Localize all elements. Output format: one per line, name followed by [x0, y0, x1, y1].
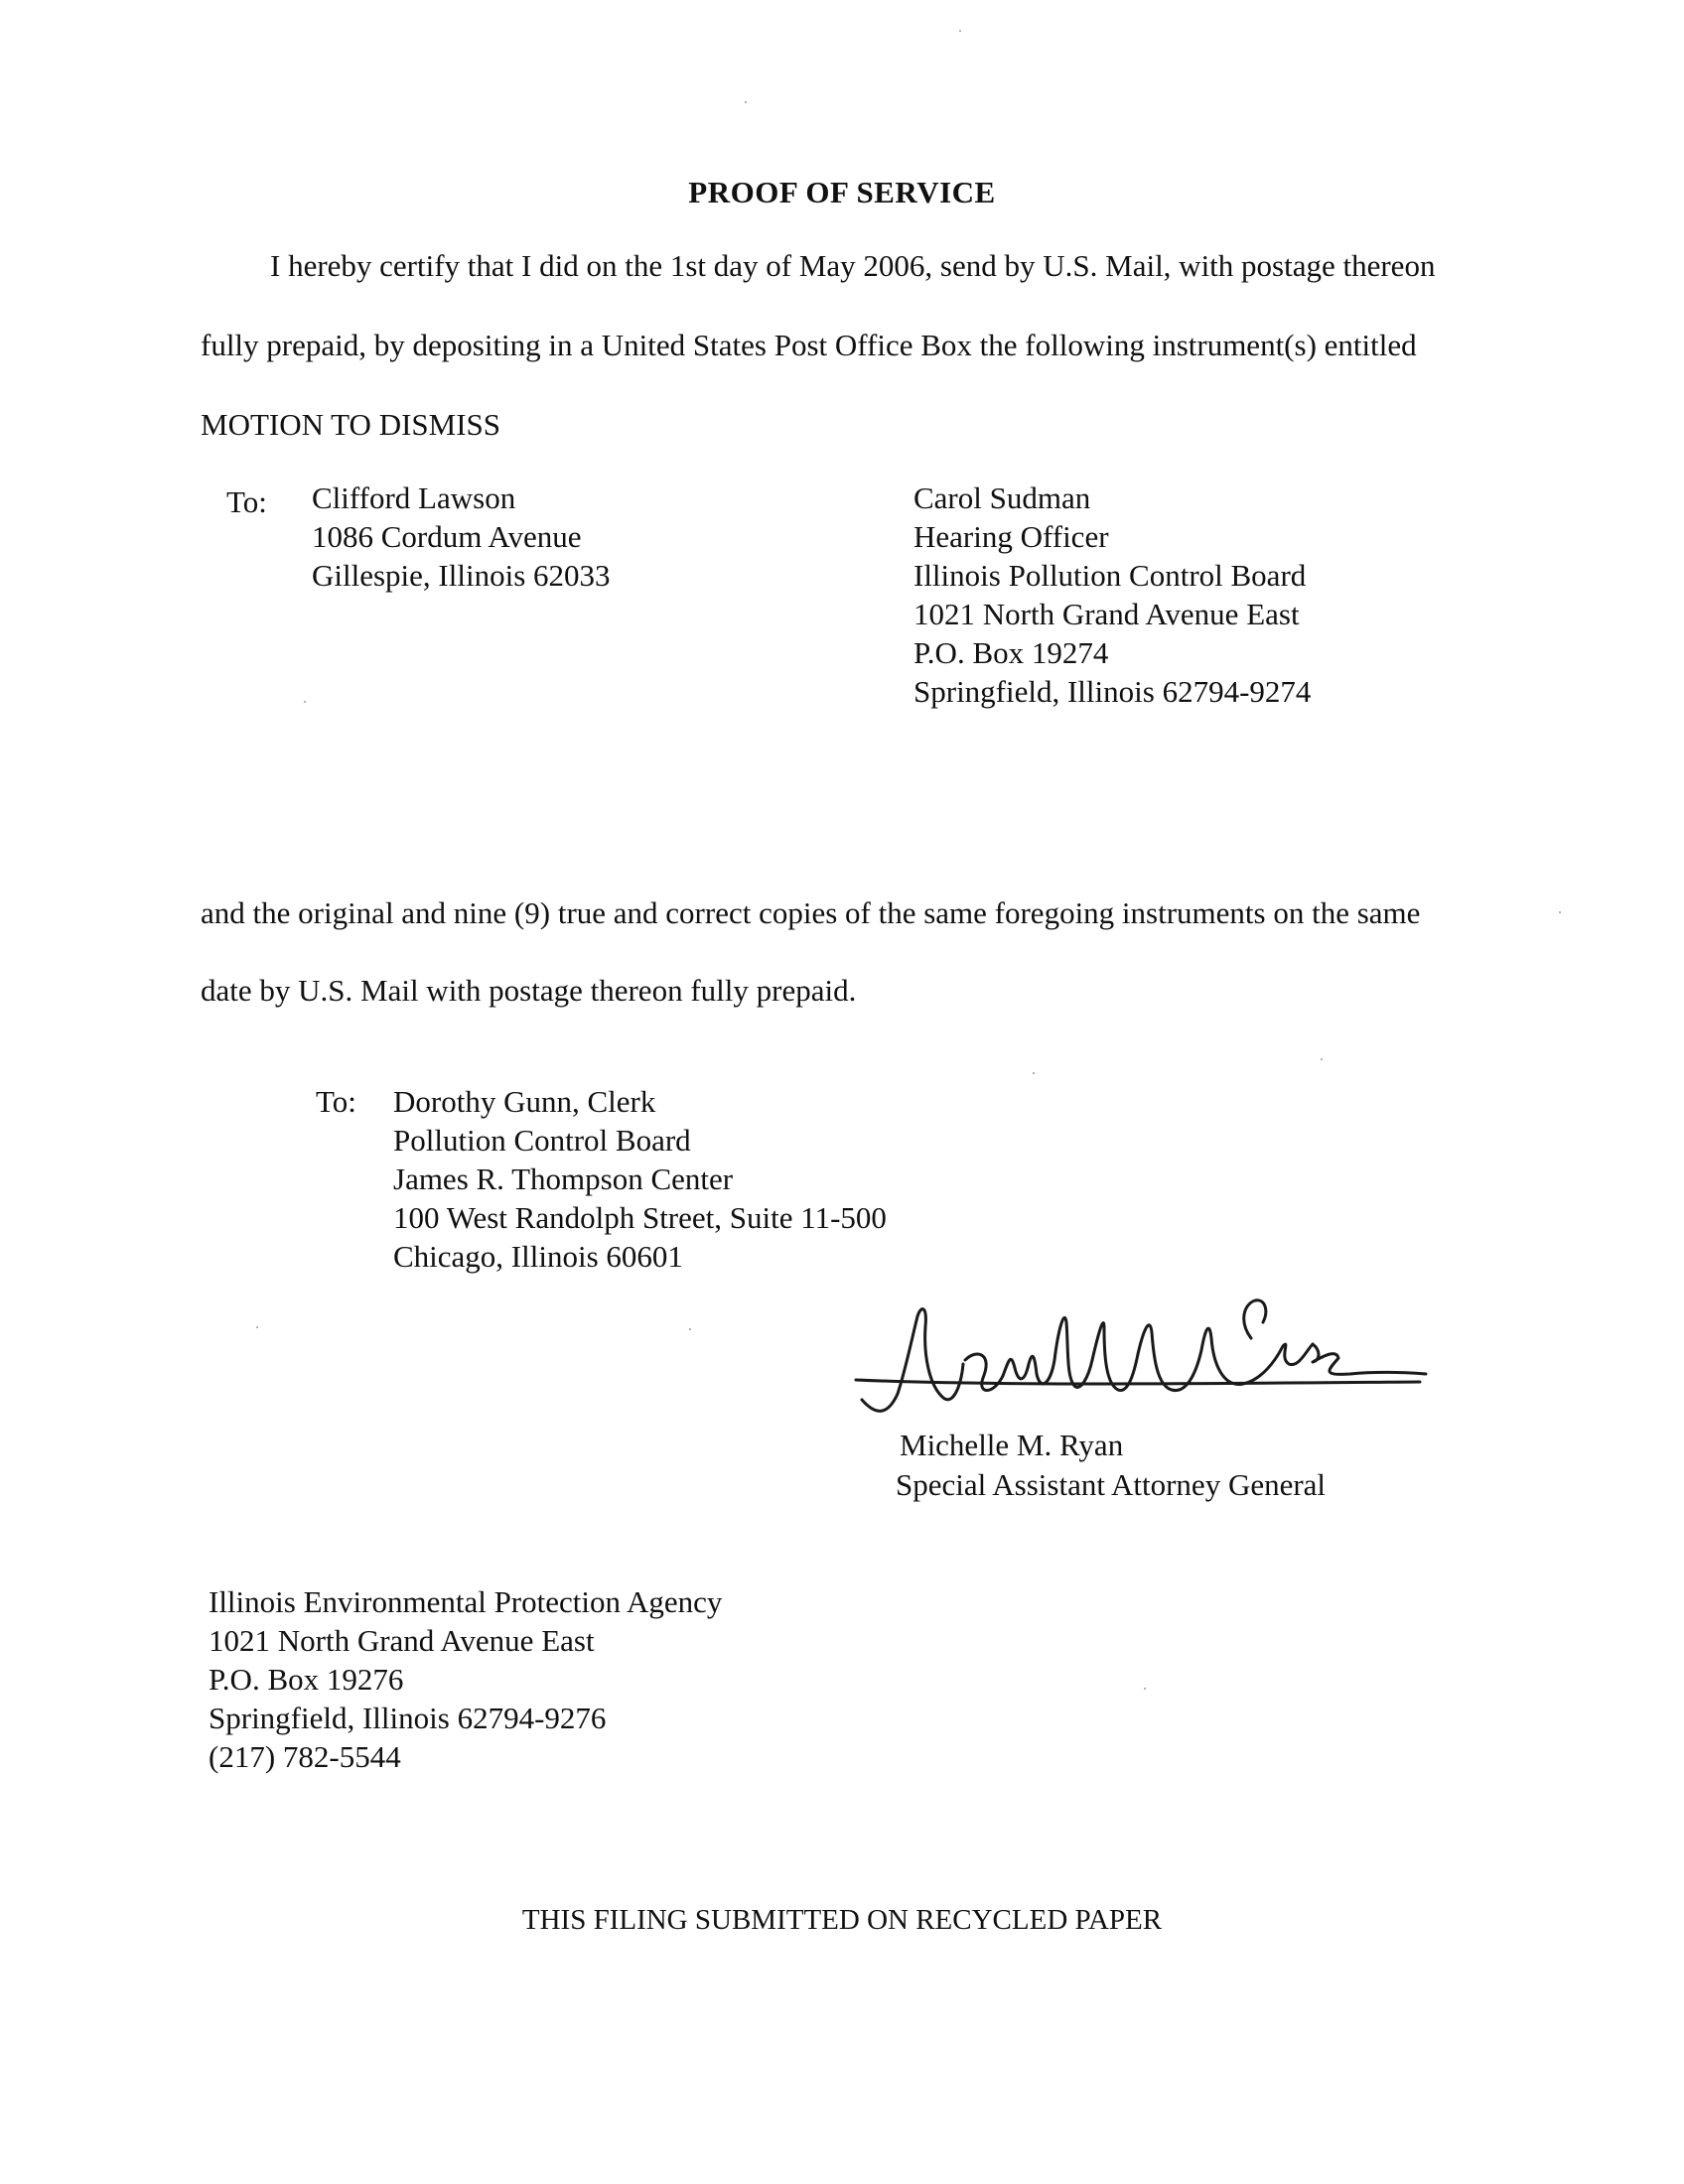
clerk-address-line: Dorothy Gunn, Clerk: [393, 1084, 656, 1119]
signer-name: Michelle M. Ryan: [900, 1428, 1124, 1462]
scan-speck: [1033, 1072, 1035, 1074]
instrument-title: MOTION TO DISMISS: [201, 407, 501, 442]
scan-speck: [959, 30, 961, 32]
agency-address-line: 1021 North Grand Avenue East: [209, 1623, 595, 1658]
certification-line-2: fully prepaid, by depositing in a United States Post Office Box the following instrument(s) entitled: [201, 328, 1417, 362]
clerk-to-label: To:: [316, 1084, 356, 1119]
scan-speck: [1144, 1688, 1146, 1690]
copies-line-2: date by U.S. Mail with postage thereon fully prepaid.: [201, 973, 857, 1008]
scan-speck: [689, 1328, 691, 1330]
clerk-address: [393, 1082, 887, 1276]
agency-address-line: Springfield, Illinois 62794-9276: [209, 1701, 607, 1735]
signer-title: Special Assistant Attorney General: [896, 1467, 1327, 1502]
signature: [854, 1298, 1430, 1428]
recipient-left-line: Gillespie, Illinois 62033: [312, 558, 611, 593]
certification-line-1: I hereby certify that I did on the 1st day of May 2006, send by U.S. Mail, with postage thereon: [270, 248, 1436, 283]
agency-address: [209, 1582, 722, 1776]
document-title: PROOF OF SERVICE: [688, 175, 996, 209]
recycled-paper-footer: THIS FILING SUBMITTED ON RECYCLED PAPER: [521, 1904, 1163, 1936]
recipient-right-line: 1021 North Grand Avenue East: [913, 597, 1300, 631]
recipient-right-line: Hearing Officer: [913, 519, 1109, 554]
agency-address-line: Illinois Environmental Protection Agency: [209, 1584, 723, 1619]
scan-speck: [1559, 911, 1561, 913]
recipient-left-line: 1086 Cordum Avenue: [312, 519, 582, 554]
recipient-left-line: Clifford Lawson: [312, 480, 516, 515]
copies-line-1: and the original and nine (9) true and correct copies of the same foregoing instruments on the same: [201, 895, 1421, 930]
scan-speck: [1321, 1058, 1323, 1060]
scan-speck: [745, 101, 747, 103]
recipient-right-line: P.O. Box 19274: [913, 635, 1109, 670]
clerk-address-line: James R. Thompson Center: [393, 1161, 734, 1196]
clerk-address-line: Chicago, Illinois 60601: [393, 1239, 683, 1274]
scan-speck: [304, 701, 306, 703]
recipient-right-address: [913, 478, 1311, 711]
recipient-right-line: Carol Sudman: [913, 480, 1091, 515]
recipient-right-line: Springfield, Illinois 62794-9274: [913, 674, 1312, 709]
agency-address-line: P.O. Box 19276: [209, 1662, 404, 1697]
recipient-left-address: [312, 478, 611, 595]
clerk-address-line: 100 West Randolph Street, Suite 11-500: [393, 1200, 887, 1235]
scan-speck: [256, 1326, 258, 1328]
clerk-address-line: Pollution Control Board: [393, 1123, 691, 1158]
recipient-right-line: Illinois Pollution Control Board: [913, 558, 1307, 593]
agency-address-line: (217) 782-5544: [209, 1739, 401, 1774]
to-label: To:: [226, 484, 267, 519]
